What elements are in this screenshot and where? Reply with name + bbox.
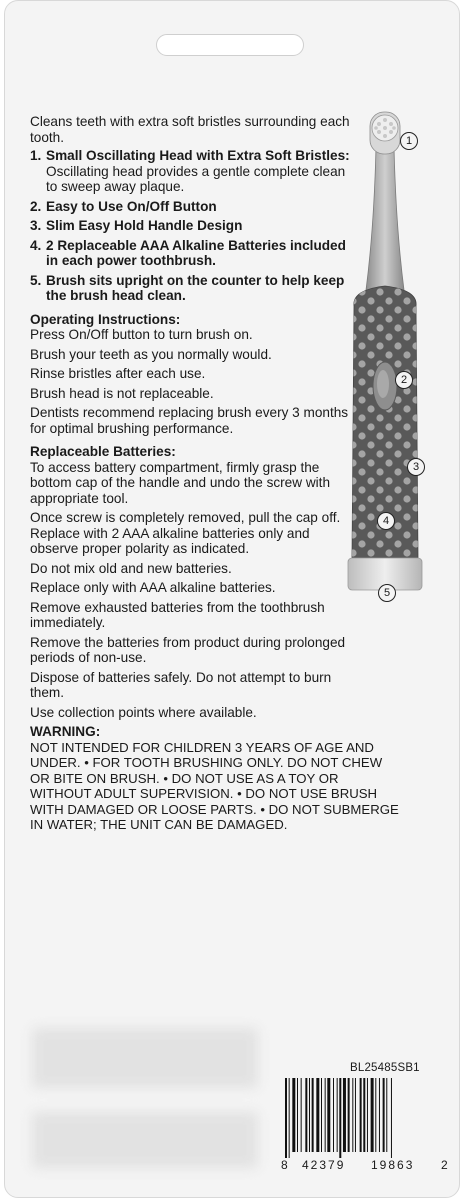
- battery-line: Use collection points where available.: [30, 704, 257, 720]
- feature-item: 1. Small Oscillating Head with Extra Soft Bristles: Oscillating head provides a gentle complete clean to sweep away plaque.: [30, 148, 350, 194]
- toothbrush-illustration: [340, 108, 460, 608]
- operating-line: Rinse bristles after each use.: [30, 366, 206, 381]
- blurred-address-info: [32, 1112, 258, 1168]
- barcode-digit-right: 2: [441, 1158, 448, 1172]
- warning-heading: WARNING:: [30, 724, 101, 739]
- battery-line: Do not mix old and new batteries.: [30, 560, 232, 576]
- battery-line: Remove the batteries from product during prolonged periods of non-use.: [30, 634, 346, 665]
- operating-line: Brush head is not replaceable.: [30, 385, 214, 401]
- operating-instructions: [30, 312, 355, 437]
- feature-item: 2. Easy to Use On/Off Button: [30, 198, 217, 214]
- callout-4: 4: [377, 512, 395, 530]
- battery-line: Dispose of batteries safely. Do not attempt to burn them.: [30, 669, 332, 700]
- operating-line: Press On/Off button to turn brush on.: [30, 327, 253, 342]
- operating-line: Dentists recommend replacing brush every 3 months for optimal brushing performance.: [30, 405, 349, 436]
- operating-heading: Operating Instructions:: [30, 311, 181, 327]
- feature-item: 5. Brush sits upright on the counter to help keep the brush head clean.: [30, 272, 345, 303]
- battery-line: Remove exhausted batteries from the toothbrush immediately.: [30, 599, 325, 630]
- toothbrush-icon: [340, 108, 460, 608]
- callout-5: 5: [378, 584, 396, 602]
- feature-item: 3. Slim Easy Hold Handle Design: [30, 218, 243, 233]
- feature-item: 4. 2 Replaceable AAA Alkaline Batteries included in each power toothbrush.: [30, 237, 346, 268]
- operating-line: Brush your teeth as you normally would.: [30, 346, 272, 362]
- replaceable-batteries: [30, 444, 355, 720]
- callout-3: 3: [407, 458, 425, 476]
- warning-text: NOT INTENDED FOR CHILDREN 3 YEARS OF AGE AND UNDER. • FOR TOOTH BRUSHING ONLY. DO NOT CHEW OR BITE ON BRUSH. • DO NOT USE AS A TOY OR WITHOUT ADULT SUPERVISION. • DO NOT USE BRUSH WITH DAMAGED OR LOOSE PARTS. • DO NOT SUBMERGE IN WATER; THE UNIT CAN BE DAMAGED.: [30, 739, 399, 833]
- warning-section: [30, 724, 402, 833]
- hang-tab-slot: [156, 34, 304, 56]
- callout-1: 1: [400, 132, 418, 150]
- barcode-icon: [279, 1078, 450, 1158]
- intro-text: Cleans teeth with extra soft bristles surrounding each tooth.: [30, 114, 350, 145]
- barcode-digit-left: 8: [281, 1158, 288, 1172]
- barcode-digits-2: 19863: [371, 1158, 415, 1172]
- blurred-manufacturer-info: [32, 1028, 258, 1088]
- feature-list: [30, 148, 355, 304]
- batteries-heading: Replaceable Batteries:: [30, 444, 176, 459]
- callout-2: 2: [395, 371, 413, 389]
- battery-line: To access battery compartment, firmly grasp the bottom cap of the handle and undo the screw with appropriate tool.: [30, 459, 331, 506]
- sku-code: BL25485SB1: [350, 1062, 420, 1074]
- battery-line: Replace only with AAA alkaline batteries.: [30, 580, 276, 595]
- battery-line: Once screw is completely removed, pull the cap off. Replace with 2 AAA alkaline batteries only and observe proper polarity as indicated.: [30, 510, 341, 556]
- product-description: [30, 114, 355, 724]
- barcode-digits-1: 42379: [302, 1158, 346, 1172]
